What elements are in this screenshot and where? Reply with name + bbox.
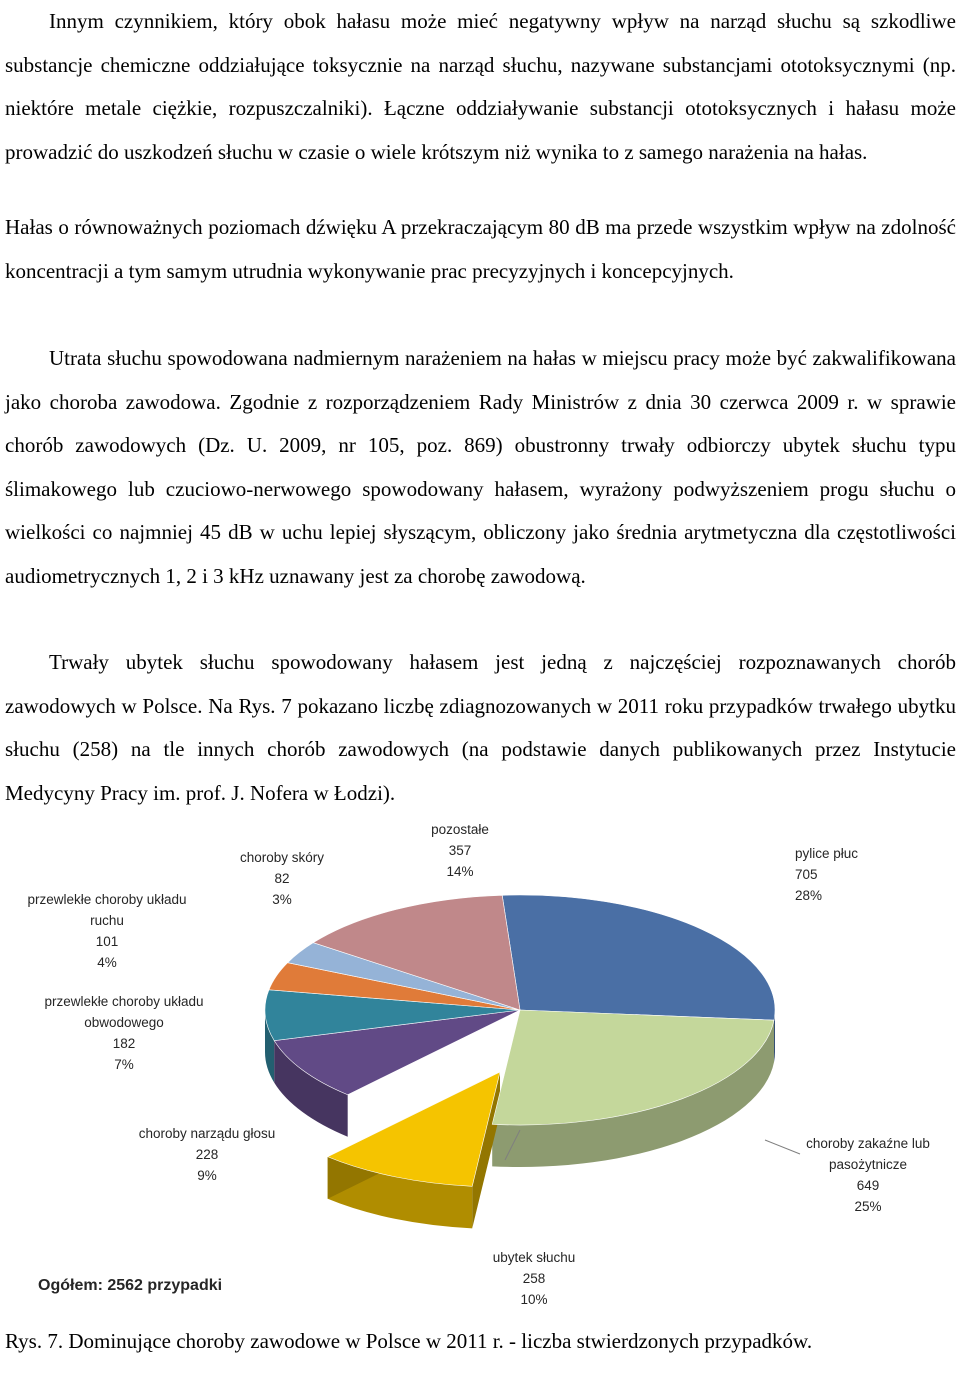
chart-total-label: Ogółem: 2562 przypadki xyxy=(38,1277,223,1294)
paragraph-1: Innym czynnikiem, który obok hałasu może mieć negatywny wpływ na narząd słuchu są szkodliwe substancje chemiczne oddziałujące toksycznie na narząd słuchu, nazywane substancjami ototoksycznymi (np. niektóre metale ciężkie, rozpuszczalniki). Łączne oddziaływanie substancji ototoksycznych i hałasu może prowadzić do uszkodzeń słuchu w czasie o wiele krótszym niż wynika to z samego narażenia na hałas. xyxy=(5,9,956,164)
slice-percent: 4% xyxy=(97,955,117,970)
slice-value: 101 xyxy=(95,934,119,949)
slice-label-text: choroby zakaźne lub xyxy=(806,1136,930,1151)
label-choroby-narzadu-glosu xyxy=(139,1126,276,1183)
slice-value: 258 xyxy=(522,1271,546,1286)
slice-percent: 28% xyxy=(795,888,823,903)
pie-chart xyxy=(0,810,960,1320)
slice-percent: 9% xyxy=(197,1168,217,1183)
label-ubytek-sluchu xyxy=(493,1250,576,1307)
slice-percent: 14% xyxy=(446,864,474,879)
slice-label-text: ubytek słuchu xyxy=(492,1250,576,1265)
slice-value: 705 xyxy=(795,867,818,882)
slice-percent: 10% xyxy=(520,1292,548,1307)
slice-label-text: choroby narządu głosu xyxy=(138,1126,276,1141)
label-choroby-skory xyxy=(240,850,324,907)
slice-label-text: pasożytnicze xyxy=(828,1157,908,1172)
slice-label-text: przewlekłe choroby układu xyxy=(44,994,204,1009)
slice-percent: 25% xyxy=(854,1199,882,1214)
slice-percent: 7% xyxy=(114,1057,134,1072)
slice-label-text: pozostałe xyxy=(431,822,489,837)
slice-value: 82 xyxy=(274,871,290,886)
label-pozostale xyxy=(431,822,489,879)
slice-label-text: choroby skóry xyxy=(239,850,325,865)
slice-label-text: pylice płuc xyxy=(795,846,859,861)
slice-label-text: przewlekłe choroby układu xyxy=(27,892,187,907)
slice-value: 182 xyxy=(112,1036,136,1051)
slice-value: 357 xyxy=(448,843,472,858)
slice-percent: 3% xyxy=(272,892,292,907)
slice-value: 649 xyxy=(856,1178,880,1193)
slice-label-text: obwodowego xyxy=(84,1015,164,1030)
paragraph-3: Utrata słuchu spowodowana nadmiernym narażeniem na hałas w miejscu pracy może być zakwalifikowana jako choroba zawodowa. Zgodnie z rozporządzeniem Rady Ministrów z dnia 30 czerwca 2009 r. w sprawie chorób zawodowych (Dz. U. 2009, nr 105, poz. 869) obustronny trwały odbiorczy ubytek słuchu typu ślimakowego lub czuciowo-nerwowego spowodowany hałasem, wyrażony podwyższeniem progu słuchu o wielkości co najmniej 45 dB w uchu lepiej słyszącym, obliczony jako średnia arytmetyczna dla częstotliwości audiometrycznych 1, 2 i 3 kHz uznawany jest za chorobę zawodową. xyxy=(5,346,956,588)
paragraph-2: Hałas o równoważnych poziomach dźwięku A przekraczającym 80 dB ma przede wszystkim wpływ na zdolność koncentracji a tym samym utrudnia wykonywanie prac precyzyjnych i koncepcyjnych. xyxy=(5,215,956,283)
label-przewlekle-choroby-ukladu xyxy=(44,994,203,1072)
slice-label-text: ruchu xyxy=(90,913,124,928)
leader-line xyxy=(765,1140,800,1154)
slice-value: 228 xyxy=(195,1147,219,1162)
label-pylice-pluc xyxy=(795,846,858,903)
slice-pylice-pluc xyxy=(502,895,775,1020)
figure-caption: Rys. 7. Dominujące choroby zawodowe w Polsce w 2011 r. - liczba stwierdzonych przypadków. xyxy=(5,1329,813,1353)
label-choroby-zakazne-lub xyxy=(806,1136,930,1214)
pie-labels xyxy=(27,822,929,1307)
label-przewlekle-choroby-ukladu xyxy=(27,892,186,970)
paragraph-4: Trwały ubytek słuchu spowodowany hałasem jest jedną z najczęściej rozpoznawanych chorób zawodowych w Polsce. Na Rys. 7 pokazano liczbę zdiagnozowanych w 2011 roku przypadków trwałego ubytku słuchu (258) na tle innych chorób zawodowych (na podstawie danych publikowanych przez Instytucie Medycyny Pracy im. prof. J. Nofera w Łodzi). xyxy=(5,650,956,805)
